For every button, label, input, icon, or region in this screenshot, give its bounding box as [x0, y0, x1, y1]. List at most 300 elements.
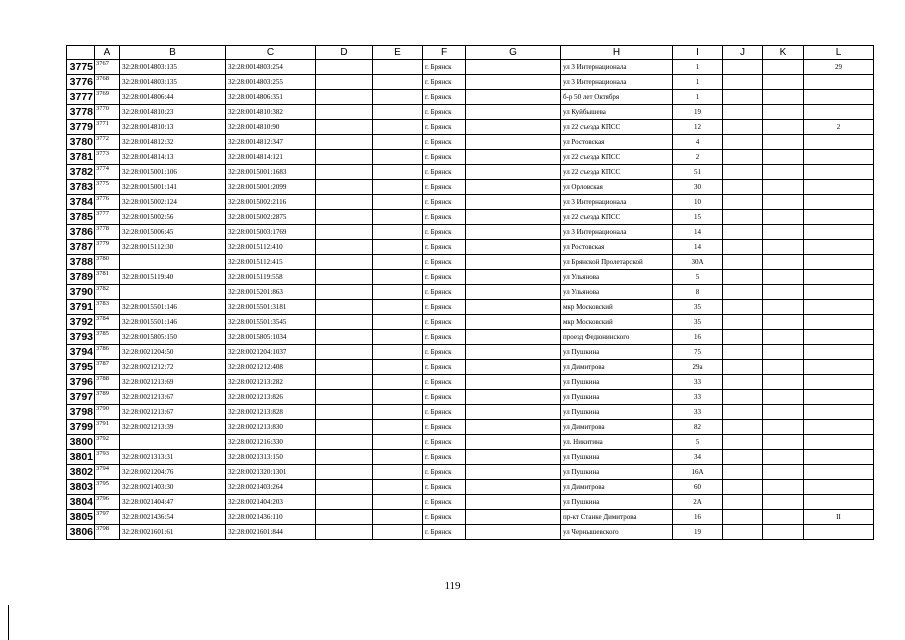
cell-a[interactable]: 3775: [95, 180, 120, 195]
cell-i[interactable]: 2: [673, 150, 723, 165]
cell-e[interactable]: [373, 300, 423, 315]
cell-j[interactable]: [723, 405, 763, 420]
cell-h[interactable]: ул 3 Интернационала: [561, 75, 673, 90]
cell-a[interactable]: 3783: [95, 300, 120, 315]
cell-i[interactable]: 2А: [673, 495, 723, 510]
column-header-b[interactable]: B: [120, 46, 226, 60]
column-header-e[interactable]: E: [373, 46, 423, 60]
cell-h[interactable]: ул Пушкина: [561, 345, 673, 360]
cell-e[interactable]: [373, 270, 423, 285]
cell-h[interactable]: ул Пушкина: [561, 405, 673, 420]
cell-l[interactable]: [804, 375, 874, 390]
cell-j[interactable]: [723, 435, 763, 450]
cell-e[interactable]: [373, 450, 423, 465]
cell-j[interactable]: [723, 240, 763, 255]
cell-d[interactable]: [316, 120, 373, 135]
cell-k[interactable]: [763, 255, 804, 270]
cell-a[interactable]: 3785: [95, 330, 120, 345]
cell-j[interactable]: [723, 330, 763, 345]
cell-i[interactable]: 1: [673, 75, 723, 90]
cell-l[interactable]: [804, 480, 874, 495]
cell-k[interactable]: [763, 150, 804, 165]
cell-c[interactable]: 32:28:0014812:347: [226, 135, 316, 150]
cell-g[interactable]: [466, 135, 561, 150]
cell-h[interactable]: б-р 50 лет Октября: [561, 90, 673, 105]
row-number[interactable]: 3806: [67, 525, 95, 540]
cell-k[interactable]: [763, 105, 804, 120]
column-header-c[interactable]: C: [226, 46, 316, 60]
cell-g[interactable]: [466, 285, 561, 300]
cell-h[interactable]: ул 3 Интернационала: [561, 60, 673, 75]
cell-f[interactable]: г. Брянск: [423, 285, 466, 300]
cell-d[interactable]: [316, 405, 373, 420]
row-number[interactable]: 3792: [67, 315, 95, 330]
cell-d[interactable]: [316, 300, 373, 315]
cell-f[interactable]: г. Брянск: [423, 75, 466, 90]
corner-header[interactable]: [67, 46, 95, 60]
cell-h[interactable]: ул Пушкина: [561, 450, 673, 465]
cell-c[interactable]: 32:28:0021436:110: [226, 510, 316, 525]
row-number[interactable]: 3778: [67, 105, 95, 120]
cell-c[interactable]: 32:28:0021212:408: [226, 360, 316, 375]
cell-b[interactable]: 32:28:0014810:13: [120, 120, 226, 135]
cell-i[interactable]: 33: [673, 390, 723, 405]
cell-g[interactable]: [466, 150, 561, 165]
cell-b[interactable]: 32:28:0014812:32: [120, 135, 226, 150]
cell-b[interactable]: 32:28:0015119:40: [120, 270, 226, 285]
cell-e[interactable]: [373, 90, 423, 105]
cell-i[interactable]: 10: [673, 195, 723, 210]
cell-c[interactable]: 32:28:0014810:90: [226, 120, 316, 135]
cell-j[interactable]: [723, 75, 763, 90]
cell-f[interactable]: г. Брянск: [423, 240, 466, 255]
cell-f[interactable]: г. Брянск: [423, 510, 466, 525]
cell-e[interactable]: [373, 390, 423, 405]
cell-l[interactable]: [804, 315, 874, 330]
cell-l[interactable]: [804, 405, 874, 420]
cell-k[interactable]: [763, 180, 804, 195]
cell-f[interactable]: г. Брянск: [423, 300, 466, 315]
cell-h[interactable]: ул Пушкина: [561, 465, 673, 480]
cell-k[interactable]: [763, 90, 804, 105]
cell-l[interactable]: [804, 465, 874, 480]
cell-c[interactable]: 32:28:0015112:415: [226, 255, 316, 270]
cell-b[interactable]: 32:28:0021204:76: [120, 465, 226, 480]
row-number[interactable]: 3789: [67, 270, 95, 285]
cell-k[interactable]: [763, 360, 804, 375]
cell-k[interactable]: [763, 240, 804, 255]
cell-i[interactable]: 33: [673, 375, 723, 390]
cell-l[interactable]: [804, 390, 874, 405]
cell-j[interactable]: [723, 105, 763, 120]
cell-g[interactable]: [466, 120, 561, 135]
cell-e[interactable]: [373, 210, 423, 225]
cell-j[interactable]: [723, 465, 763, 480]
cell-h[interactable]: ул Пушкина: [561, 390, 673, 405]
column-header-l[interactable]: L: [804, 46, 874, 60]
cell-g[interactable]: [466, 195, 561, 210]
cell-i[interactable]: 1: [673, 60, 723, 75]
cell-h[interactable]: ул Ульянова: [561, 285, 673, 300]
cell-g[interactable]: [466, 315, 561, 330]
cell-b[interactable]: [120, 435, 226, 450]
cell-k[interactable]: [763, 450, 804, 465]
cell-i[interactable]: 29а: [673, 360, 723, 375]
cell-h[interactable]: мкр Московский: [561, 300, 673, 315]
cell-d[interactable]: [316, 360, 373, 375]
cell-i[interactable]: 16А: [673, 465, 723, 480]
cell-d[interactable]: [316, 285, 373, 300]
cell-d[interactable]: [316, 420, 373, 435]
cell-h[interactable]: ул Пушкина: [561, 375, 673, 390]
cell-a[interactable]: 3779: [95, 240, 120, 255]
cell-l[interactable]: [804, 360, 874, 375]
cell-a[interactable]: 3771: [95, 120, 120, 135]
cell-f[interactable]: г. Брянск: [423, 330, 466, 345]
cell-c[interactable]: 32:28:0021403:264: [226, 480, 316, 495]
cell-k[interactable]: [763, 165, 804, 180]
row-number[interactable]: 3791: [67, 300, 95, 315]
cell-d[interactable]: [316, 345, 373, 360]
cell-d[interactable]: [316, 165, 373, 180]
cell-a[interactable]: 3795: [95, 480, 120, 495]
row-number[interactable]: 3784: [67, 195, 95, 210]
cell-b[interactable]: 32:28:0014806:44: [120, 90, 226, 105]
cell-k[interactable]: [763, 435, 804, 450]
cell-i[interactable]: 15: [673, 210, 723, 225]
cell-l[interactable]: [804, 420, 874, 435]
cell-h[interactable]: ул 3 Интернационала: [561, 195, 673, 210]
cell-f[interactable]: г. Брянск: [423, 465, 466, 480]
cell-c[interactable]: 32:28:0021216:330: [226, 435, 316, 450]
cell-f[interactable]: г. Брянск: [423, 420, 466, 435]
row-number[interactable]: 3794: [67, 345, 95, 360]
cell-g[interactable]: [466, 390, 561, 405]
cell-g[interactable]: [466, 360, 561, 375]
cell-g[interactable]: [466, 330, 561, 345]
cell-a[interactable]: 3786: [95, 345, 120, 360]
cell-j[interactable]: [723, 315, 763, 330]
row-number[interactable]: 3797: [67, 390, 95, 405]
cell-e[interactable]: [373, 120, 423, 135]
row-number[interactable]: 3790: [67, 285, 95, 300]
cell-b[interactable]: 32:28:0021212:72: [120, 360, 226, 375]
cell-f[interactable]: г. Брянск: [423, 120, 466, 135]
cell-d[interactable]: [316, 450, 373, 465]
cell-g[interactable]: [466, 450, 561, 465]
cell-d[interactable]: [316, 330, 373, 345]
cell-e[interactable]: [373, 360, 423, 375]
cell-g[interactable]: [466, 345, 561, 360]
row-number[interactable]: 3783: [67, 180, 95, 195]
cell-j[interactable]: [723, 150, 763, 165]
cell-f[interactable]: г. Брянск: [423, 195, 466, 210]
cell-k[interactable]: [763, 510, 804, 525]
cell-h[interactable]: ул Ростовская: [561, 135, 673, 150]
cell-h[interactable]: ул 22 съезда КПСС: [561, 120, 673, 135]
cell-f[interactable]: г. Брянск: [423, 150, 466, 165]
cell-e[interactable]: [373, 315, 423, 330]
cell-f[interactable]: г. Брянск: [423, 60, 466, 75]
cell-e[interactable]: [373, 105, 423, 120]
cell-g[interactable]: [466, 375, 561, 390]
cell-k[interactable]: [763, 405, 804, 420]
cell-a[interactable]: 3788: [95, 375, 120, 390]
cell-e[interactable]: [373, 495, 423, 510]
cell-a[interactable]: 3781: [95, 270, 120, 285]
cell-e[interactable]: [373, 165, 423, 180]
cell-j[interactable]: [723, 375, 763, 390]
cell-c[interactable]: 32:28:0021213:830: [226, 420, 316, 435]
cell-i[interactable]: 51: [673, 165, 723, 180]
cell-j[interactable]: [723, 135, 763, 150]
cell-j[interactable]: [723, 60, 763, 75]
cell-c[interactable]: 32:28:0021320:1301: [226, 465, 316, 480]
cell-l[interactable]: [804, 285, 874, 300]
cell-f[interactable]: г. Брянск: [423, 255, 466, 270]
cell-j[interactable]: [723, 525, 763, 540]
cell-b[interactable]: 32:28:0021403:30: [120, 480, 226, 495]
cell-f[interactable]: г. Брянск: [423, 495, 466, 510]
cell-a[interactable]: 3798: [95, 525, 120, 540]
cell-a[interactable]: 3797: [95, 510, 120, 525]
cell-i[interactable]: 33: [673, 405, 723, 420]
cell-e[interactable]: [373, 240, 423, 255]
cell-k[interactable]: [763, 75, 804, 90]
cell-h[interactable]: ул Орловская: [561, 180, 673, 195]
cell-k[interactable]: [763, 315, 804, 330]
cell-b[interactable]: 32:28:0015002:56: [120, 210, 226, 225]
cell-e[interactable]: [373, 225, 423, 240]
cell-j[interactable]: [723, 180, 763, 195]
cell-c[interactable]: 32:28:0015501:3545: [226, 315, 316, 330]
cell-f[interactable]: г. Брянск: [423, 180, 466, 195]
row-number[interactable]: 3798: [67, 405, 95, 420]
cell-h[interactable]: проезд Федюнинского: [561, 330, 673, 345]
cell-h[interactable]: ул Пушкина: [561, 495, 673, 510]
cell-i[interactable]: 4: [673, 135, 723, 150]
cell-j[interactable]: [723, 225, 763, 240]
cell-f[interactable]: г. Брянск: [423, 270, 466, 285]
cell-l[interactable]: [804, 300, 874, 315]
cell-c[interactable]: 32:28:0014806:351: [226, 90, 316, 105]
row-number[interactable]: 3777: [67, 90, 95, 105]
cell-k[interactable]: [763, 375, 804, 390]
cell-e[interactable]: [373, 75, 423, 90]
cell-l[interactable]: [804, 75, 874, 90]
cell-a[interactable]: 3782: [95, 285, 120, 300]
cell-i[interactable]: 12: [673, 120, 723, 135]
cell-d[interactable]: [316, 135, 373, 150]
cell-j[interactable]: [723, 90, 763, 105]
cell-f[interactable]: г. Брянск: [423, 390, 466, 405]
cell-h[interactable]: ул Чернышевского: [561, 525, 673, 540]
cell-j[interactable]: [723, 495, 763, 510]
cell-d[interactable]: [316, 390, 373, 405]
column-header-a[interactable]: A: [95, 46, 120, 60]
cell-f[interactable]: г. Брянск: [423, 105, 466, 120]
cell-e[interactable]: [373, 195, 423, 210]
cell-h[interactable]: ул Димитрова: [561, 360, 673, 375]
cell-b[interactable]: 32:28:0021213:67: [120, 405, 226, 420]
column-header-f[interactable]: F: [423, 46, 466, 60]
cell-c[interactable]: 32:28:0015002:2116: [226, 195, 316, 210]
cell-l[interactable]: [804, 450, 874, 465]
column-header-g[interactable]: G: [466, 46, 561, 60]
row-number[interactable]: 3775: [67, 60, 95, 75]
cell-c[interactable]: 32:28:0015501:3181: [226, 300, 316, 315]
cell-a[interactable]: 3778: [95, 225, 120, 240]
row-number[interactable]: 3803: [67, 480, 95, 495]
cell-g[interactable]: [466, 300, 561, 315]
cell-e[interactable]: [373, 135, 423, 150]
cell-f[interactable]: г. Брянск: [423, 480, 466, 495]
cell-h[interactable]: ул Ростовская: [561, 240, 673, 255]
cell-c[interactable]: 32:28:0021213:828: [226, 405, 316, 420]
cell-j[interactable]: [723, 480, 763, 495]
row-number[interactable]: 3787: [67, 240, 95, 255]
cell-b[interactable]: 32:28:0015006:45: [120, 225, 226, 240]
cell-f[interactable]: г. Брянск: [423, 315, 466, 330]
cell-j[interactable]: [723, 510, 763, 525]
cell-h[interactable]: ул Брянской Пролетарской: [561, 255, 673, 270]
cell-l[interactable]: [804, 270, 874, 285]
cell-i[interactable]: 75: [673, 345, 723, 360]
cell-g[interactable]: [466, 165, 561, 180]
cell-j[interactable]: [723, 285, 763, 300]
cell-e[interactable]: [373, 285, 423, 300]
cell-d[interactable]: [316, 225, 373, 240]
cell-f[interactable]: г. Брянск: [423, 375, 466, 390]
cell-b[interactable]: 32:28:0015001:141: [120, 180, 226, 195]
cell-e[interactable]: [373, 465, 423, 480]
cell-h[interactable]: мкр Московский: [561, 315, 673, 330]
cell-c[interactable]: 32:28:0021404:203: [226, 495, 316, 510]
cell-b[interactable]: 32:28:0014803:135: [120, 75, 226, 90]
cell-l[interactable]: [804, 210, 874, 225]
cell-j[interactable]: [723, 195, 763, 210]
cell-i[interactable]: 5: [673, 435, 723, 450]
cell-j[interactable]: [723, 450, 763, 465]
cell-b[interactable]: [120, 285, 226, 300]
cell-l[interactable]: [804, 255, 874, 270]
cell-b[interactable]: 32:28:0015001:106: [120, 165, 226, 180]
row-number[interactable]: 3804: [67, 495, 95, 510]
cell-e[interactable]: [373, 330, 423, 345]
cell-d[interactable]: [316, 435, 373, 450]
cell-f[interactable]: г. Брянск: [423, 90, 466, 105]
cell-g[interactable]: [466, 180, 561, 195]
cell-b[interactable]: 32:28:0015501:146: [120, 300, 226, 315]
cell-c[interactable]: 32:28:0015001:2099: [226, 180, 316, 195]
cell-e[interactable]: [373, 375, 423, 390]
row-number[interactable]: 3800: [67, 435, 95, 450]
cell-b[interactable]: 32:28:0014803:135: [120, 60, 226, 75]
cell-e[interactable]: [373, 525, 423, 540]
row-number[interactable]: 3780: [67, 135, 95, 150]
cell-g[interactable]: [466, 90, 561, 105]
cell-f[interactable]: г. Брянск: [423, 210, 466, 225]
cell-j[interactable]: [723, 210, 763, 225]
cell-b[interactable]: [120, 255, 226, 270]
cell-a[interactable]: 3769: [95, 90, 120, 105]
cell-k[interactable]: [763, 420, 804, 435]
cell-c[interactable]: 32:28:0015112:410: [226, 240, 316, 255]
cell-j[interactable]: [723, 165, 763, 180]
cell-g[interactable]: [466, 240, 561, 255]
cell-d[interactable]: [316, 150, 373, 165]
cell-l[interactable]: [804, 525, 874, 540]
cell-j[interactable]: [723, 420, 763, 435]
cell-k[interactable]: [763, 210, 804, 225]
cell-c[interactable]: 32:28:0014803:254: [226, 60, 316, 75]
cell-l[interactable]: [804, 195, 874, 210]
cell-d[interactable]: [316, 510, 373, 525]
row-number[interactable]: 3781: [67, 150, 95, 165]
cell-i[interactable]: 14: [673, 225, 723, 240]
row-number[interactable]: 3795: [67, 360, 95, 375]
cell-d[interactable]: [316, 270, 373, 285]
cell-b[interactable]: 32:28:0014810:23: [120, 105, 226, 120]
cell-d[interactable]: [316, 315, 373, 330]
cell-d[interactable]: [316, 210, 373, 225]
cell-b[interactable]: 32:28:0015002:124: [120, 195, 226, 210]
cell-e[interactable]: [373, 345, 423, 360]
cell-b[interactable]: 32:28:0021404:47: [120, 495, 226, 510]
cell-d[interactable]: [316, 525, 373, 540]
cell-i[interactable]: 16: [673, 330, 723, 345]
cell-a[interactable]: 3790: [95, 405, 120, 420]
cell-g[interactable]: [466, 210, 561, 225]
cell-g[interactable]: [466, 225, 561, 240]
cell-c[interactable]: 32:28:0015201:863: [226, 285, 316, 300]
cell-h[interactable]: ул 22 съезда КПСС: [561, 150, 673, 165]
cell-j[interactable]: [723, 255, 763, 270]
cell-h[interactable]: ул Куйбышева: [561, 105, 673, 120]
cell-l[interactable]: [804, 180, 874, 195]
cell-i[interactable]: 82: [673, 420, 723, 435]
cell-c[interactable]: 32:28:0015002:2875: [226, 210, 316, 225]
cell-k[interactable]: [763, 270, 804, 285]
column-header-k[interactable]: K: [763, 46, 804, 60]
cell-d[interactable]: [316, 480, 373, 495]
cell-e[interactable]: [373, 405, 423, 420]
cell-g[interactable]: [466, 510, 561, 525]
row-number[interactable]: 3786: [67, 225, 95, 240]
cell-l[interactable]: [804, 225, 874, 240]
row-number[interactable]: 3776: [67, 75, 95, 90]
cell-c[interactable]: 32:28:0014803:255: [226, 75, 316, 90]
cell-c[interactable]: 32:28:0021213:826: [226, 390, 316, 405]
cell-c[interactable]: 32:28:0014810:382: [226, 105, 316, 120]
cell-b[interactable]: 32:28:0015805:150: [120, 330, 226, 345]
cell-g[interactable]: [466, 60, 561, 75]
row-number[interactable]: 3796: [67, 375, 95, 390]
column-header-j[interactable]: J: [723, 46, 763, 60]
cell-c[interactable]: 32:28:0021313:150: [226, 450, 316, 465]
cell-c[interactable]: 32:28:0015805:1034: [226, 330, 316, 345]
cell-g[interactable]: [466, 75, 561, 90]
cell-i[interactable]: 8: [673, 285, 723, 300]
cell-a[interactable]: 3776: [95, 195, 120, 210]
cell-g[interactable]: [466, 465, 561, 480]
cell-l[interactable]: [804, 165, 874, 180]
cell-a[interactable]: 3794: [95, 465, 120, 480]
cell-k[interactable]: [763, 495, 804, 510]
cell-a[interactable]: 3784: [95, 315, 120, 330]
cell-b[interactable]: 32:28:0015501:146: [120, 315, 226, 330]
cell-f[interactable]: г. Брянск: [423, 525, 466, 540]
